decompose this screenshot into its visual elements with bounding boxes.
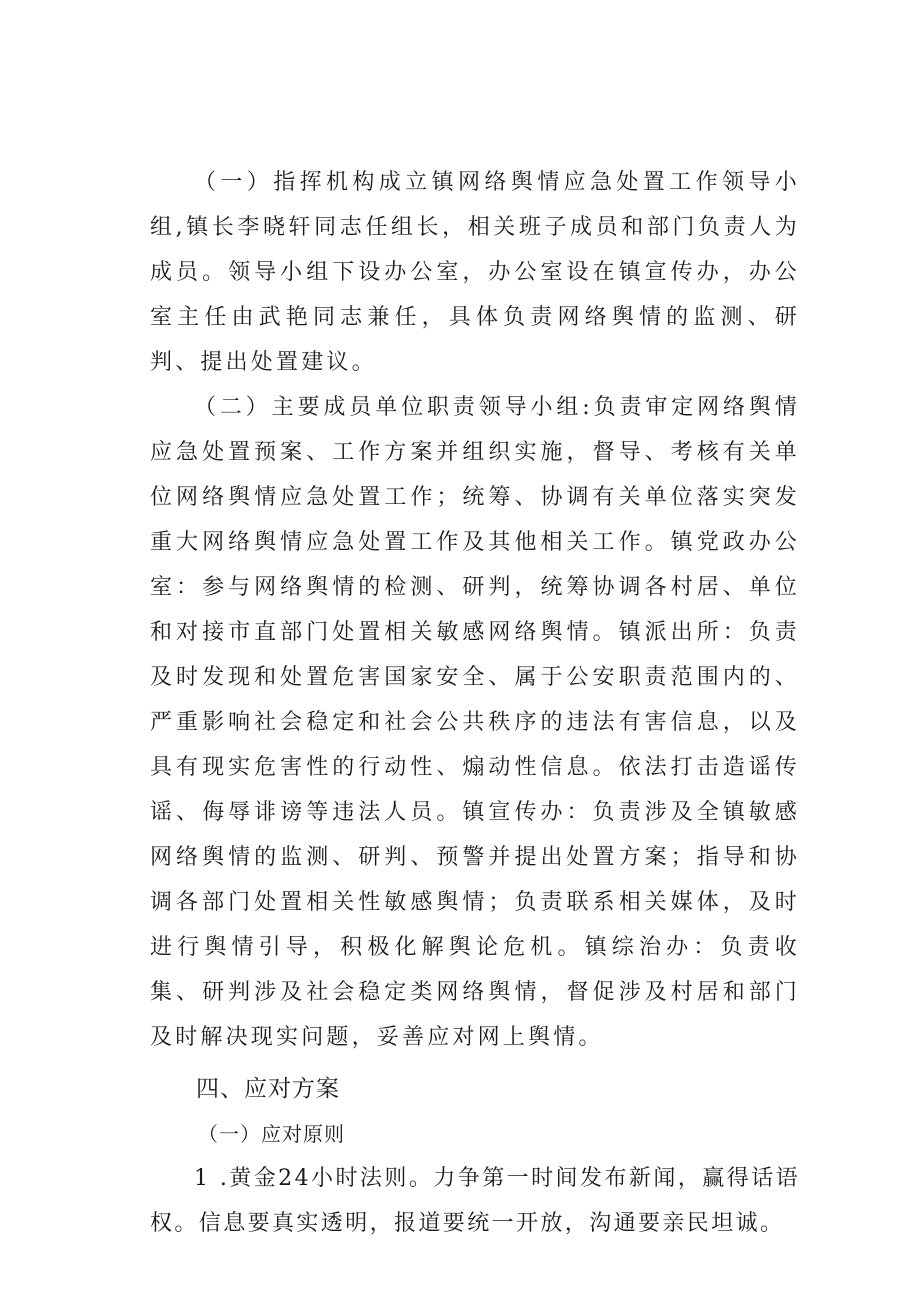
document-page [150, 160, 800, 1246]
list-item: 1 .黄金24小时法则。力争第一时间发布新闻，赢得话语权。信息要真实透明，报道要统一开放，沟通要亲民坦诚。 [150, 1166, 800, 1236]
paragraph-command-structure: （一）指挥机构成立镇网络舆情应急处置工作领导小组,镇长李晓轩同志任组长，相关班子成员和部门负责人为成员。领导小组下设办公室，办公室设在镇宣传办，办公室主任由武艳同志兼任，具体负责网络舆情的监测、研判、提出处置建议。 [150, 170, 800, 375]
sub-heading: （一）应对原则 [198, 1122, 345, 1146]
paragraph-member-duties: （二）主要成员单位职责领导小组:负责审定网络舆情应急处置预案、工作方案并组织实施，督导、考核有关单位网络舆情应急处置工作；统筹、协调有关单位落实突发重大网络舆情应急处置工作及其他相关工作。镇党政办公室：参与网络舆情的检测、研判，统筹协调各村居、单位和对接市直部门处置相关敏感网络舆情。镇派出所：负责及时发现和处置危害国家安全、属于公安职责范围内的、严重影响社会稳定和社会公共秩序的违法有害信息，以及具有现实危害性的行动性、煽动性信息。依法打击造谣传谣、侮辱诽谤等违法人员。镇宣传办：负责涉及全镇敏感网络舆情的监测、研判、预警并提出处置方案；指导和协调各部门处置相关性敏感舆情；负责联系相关媒体，及时进行舆情引导，积极化解舆论危机。镇综治办：负责收集、研判涉及社会稳定类网络舆情，督促涉及村居和部门及时解决现实问题，妥善应对网上舆情。 [150, 395, 800, 1050]
section-heading: 四、应对方案 [196, 1076, 340, 1102]
